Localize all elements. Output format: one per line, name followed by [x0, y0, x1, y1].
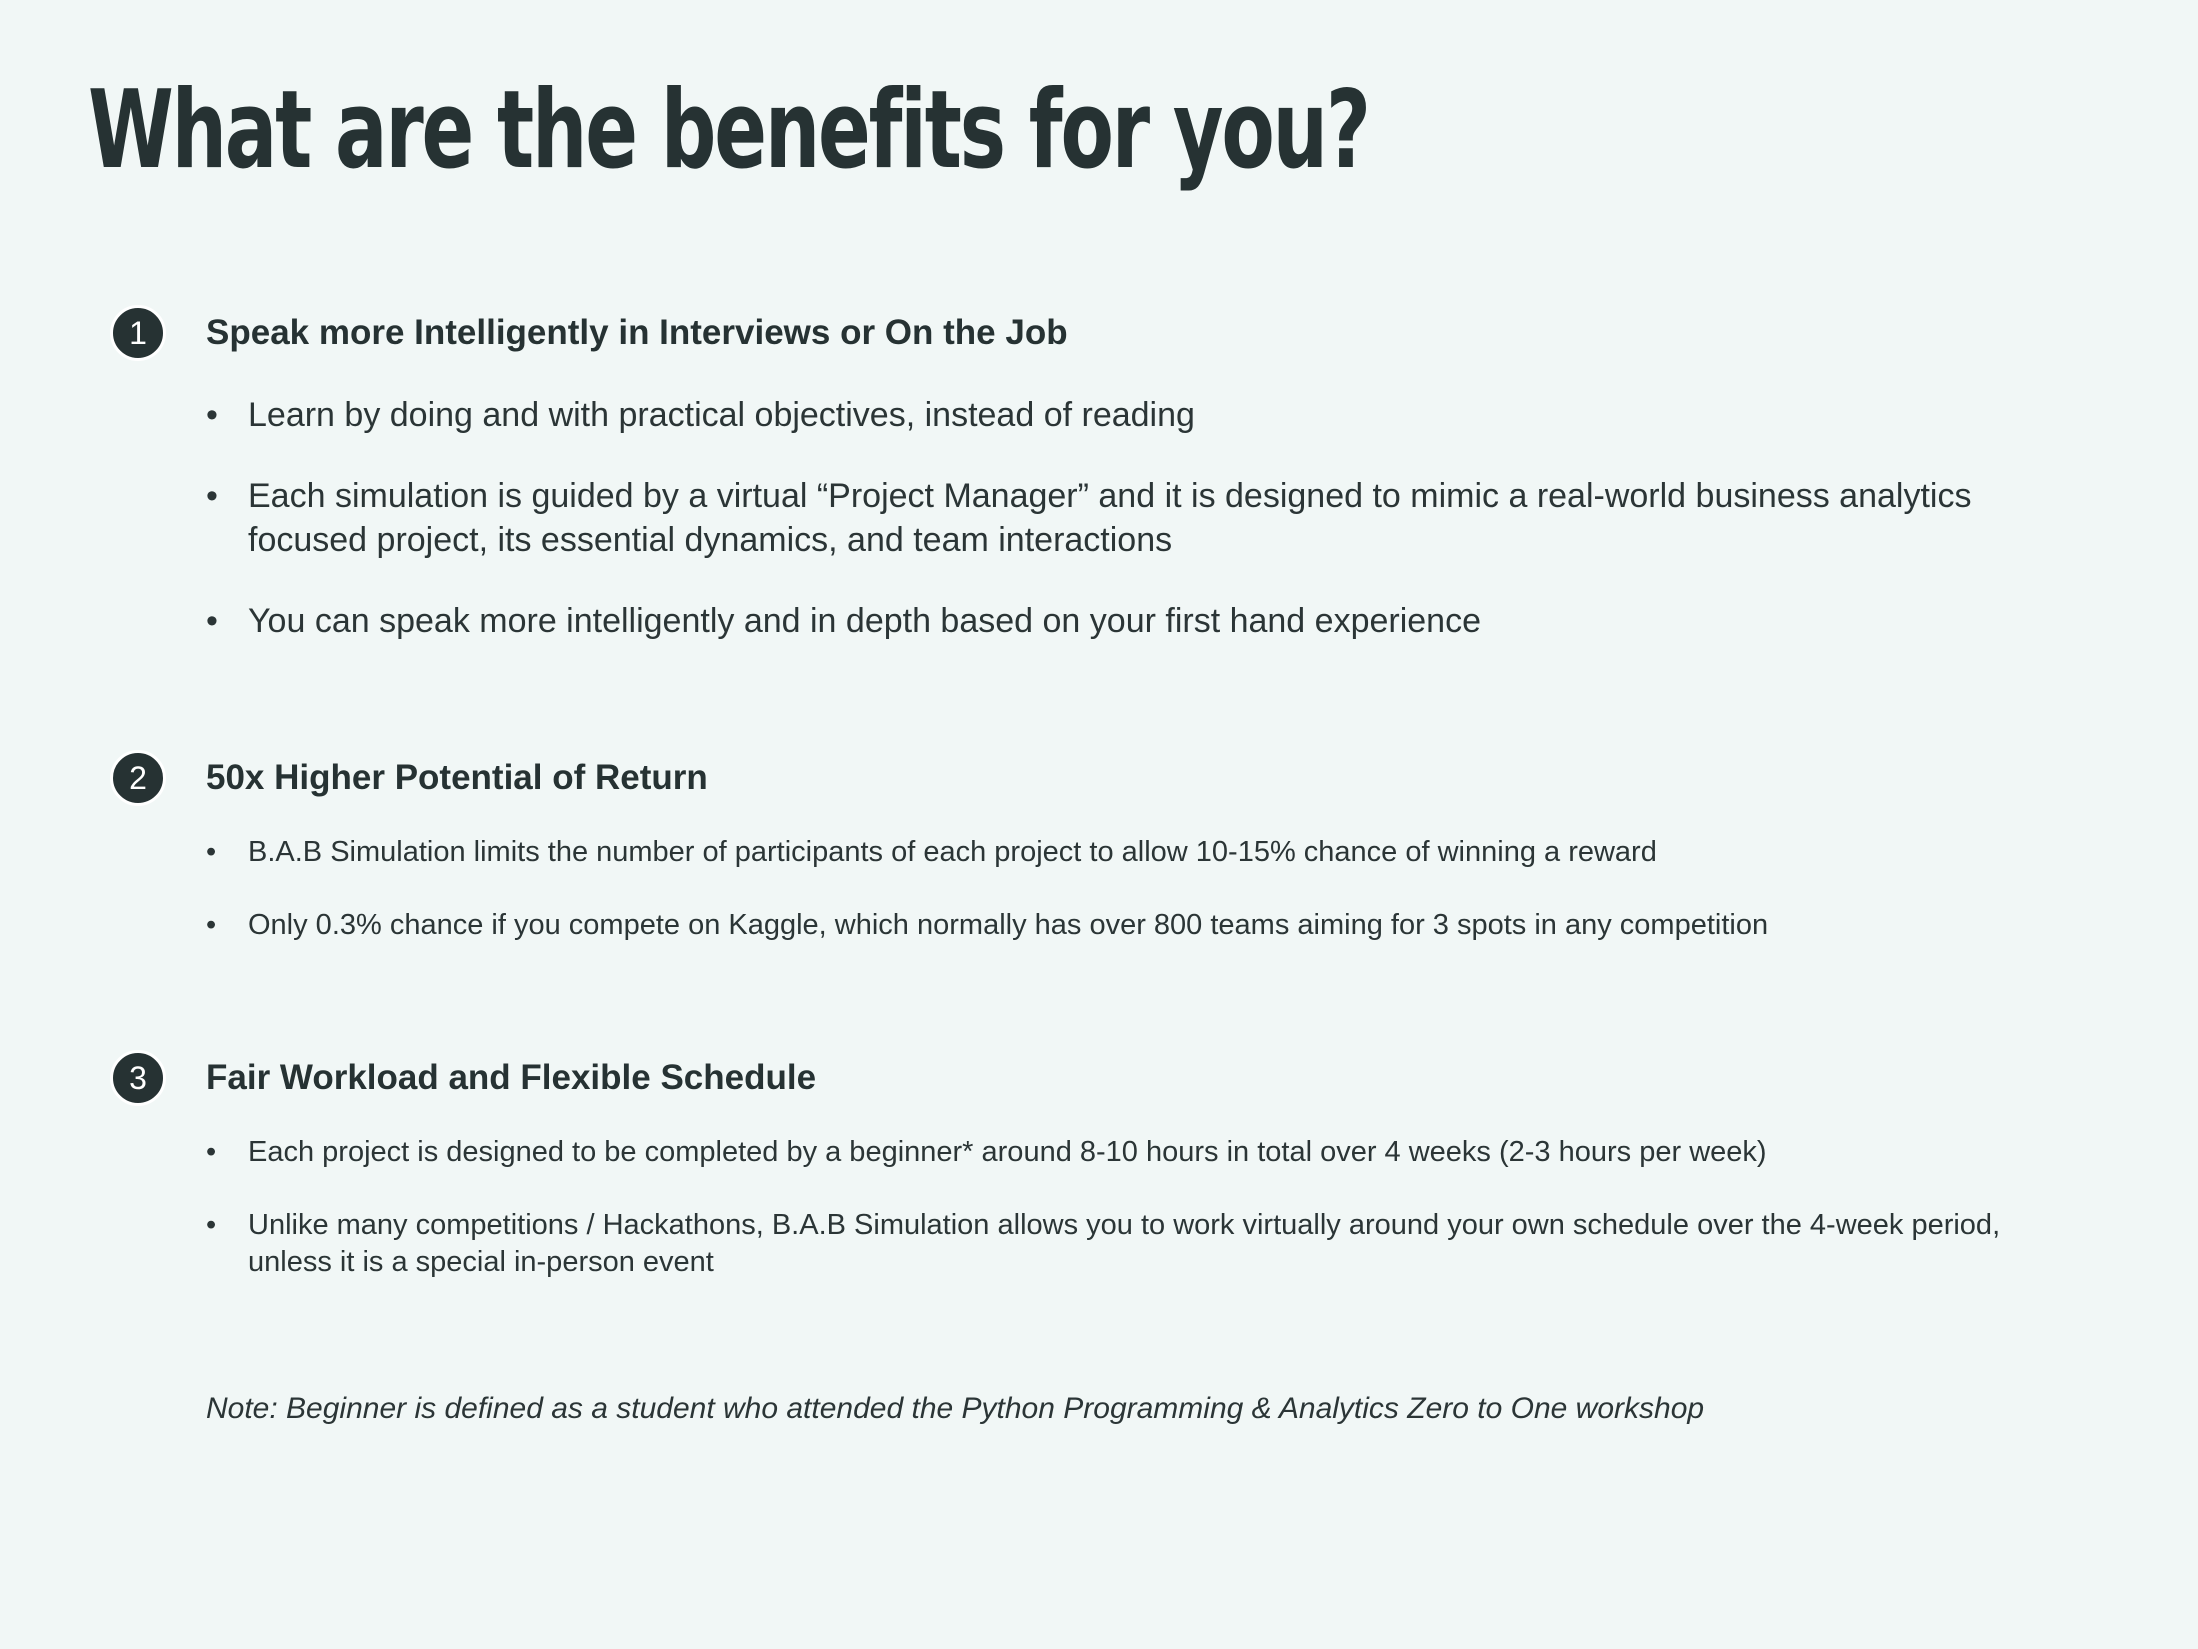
- benefit-section-3: [110, 1050, 2060, 1317]
- bullet-list-2: [206, 834, 2086, 944]
- section-heading-2: 50x Higher Potential of Return: [206, 758, 708, 797]
- section-header: [110, 305, 2060, 367]
- benefit-section-1: [110, 305, 2060, 680]
- list-item: [206, 474, 2086, 562]
- bullet-icon: •: [206, 602, 218, 640]
- bullet-icon: •: [206, 909, 217, 941]
- bullet-list-3: [206, 1134, 2086, 1281]
- section-header: [110, 1050, 2060, 1112]
- bullet-text: Only 0.3% chance if you compete on Kaggle, which normally has over 800 teams aiming for 3 spots in any competition: [248, 909, 1769, 941]
- list-item: [206, 834, 2086, 871]
- benefit-section-2: [110, 750, 2060, 980]
- bullet-text: Unlike many competitions / Hackathons, B.A.B Simulation allows you to work virtually around your own schedule over the 4-week period, unless it is a special in-person event: [248, 1209, 2001, 1278]
- bullet-text: Learn by doing and with practical objectives, instead of reading: [248, 396, 1195, 434]
- bullet-text: B.A.B Simulation limits the number of participants of each project to allow 10-15% chance of winning a reward: [248, 836, 1657, 868]
- list-item: [206, 907, 2086, 944]
- bullet-icon: •: [206, 1136, 217, 1168]
- section-heading-3: Fair Workload and Flexible Schedule: [206, 1058, 817, 1097]
- bullet-icon: •: [206, 477, 218, 515]
- list-item: [206, 1134, 2086, 1171]
- list-item: [206, 599, 2086, 643]
- bullet-icon: •: [206, 396, 218, 434]
- bullet-text: You can speak more intelligently and in depth based on your first hand experience: [248, 602, 1481, 640]
- page-title: What are the benefits for you?: [88, 68, 1369, 193]
- number-badge-3: 3: [110, 1050, 166, 1106]
- number-badge-1: 1: [110, 305, 166, 361]
- section-heading-1: Speak more Intelligently in Interviews or On the Job: [206, 313, 1068, 352]
- bullet-list-1: [206, 393, 2086, 643]
- section-header: [110, 750, 2060, 812]
- bullet-icon: •: [206, 1209, 217, 1241]
- bullet-text: Each project is designed to be completed by a beginner* around 8-10 hours in total over 4 weeks (2-3 hours per week): [248, 1136, 1767, 1168]
- footnote: Note: Beginner is defined as a student who attended the Python Programming & Analytics Zero to One workshop: [206, 1392, 1705, 1425]
- list-item: [206, 393, 2086, 437]
- list-item: [206, 1207, 2086, 1281]
- number-badge-2: 2: [110, 750, 166, 806]
- bullet-icon: •: [206, 836, 217, 868]
- bullet-text: Each simulation is guided by a virtual “Project Manager” and it is designed to mimic a real-world business analytics focused project, its essential dynamics, and team interactions: [248, 477, 1972, 559]
